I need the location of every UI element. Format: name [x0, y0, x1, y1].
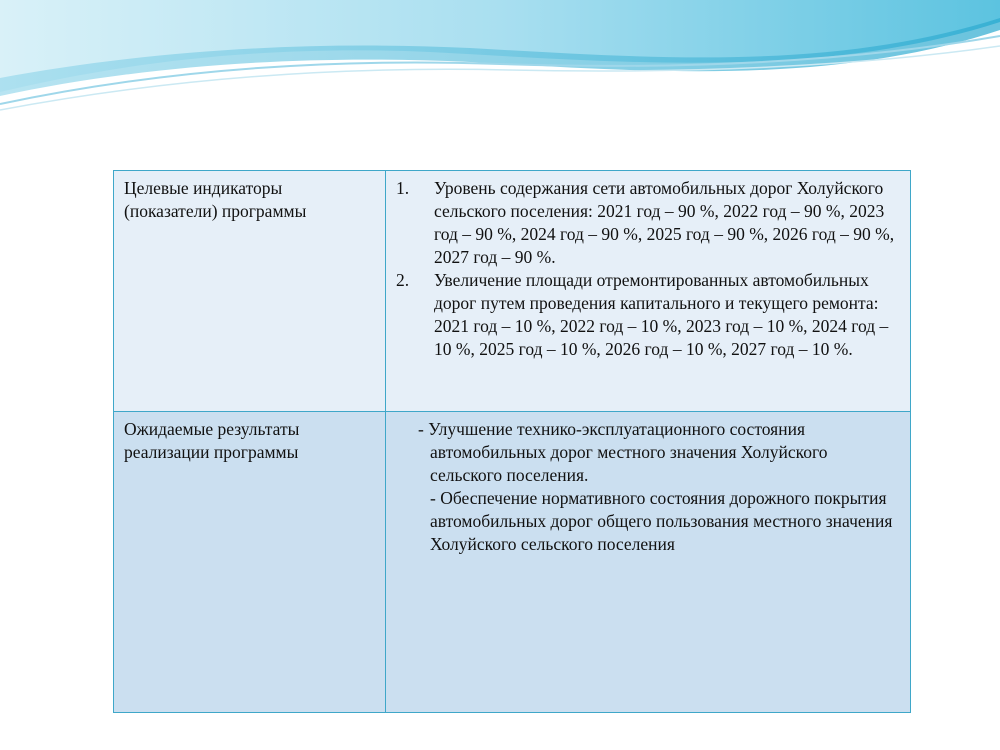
list-item-number: 2.: [396, 270, 410, 290]
program-info-table: [113, 170, 911, 713]
table-row-results: [114, 412, 911, 713]
indicators-cell: [386, 171, 911, 412]
row-label-cell: [114, 412, 386, 713]
results-label: Ожидаемые результаты реализации программы: [124, 419, 300, 463]
list-item-text: Увеличение площади отремонтированных автомобильных дорог путем проведения капитального и текущего ремонта: 2021 год – 10 %, 2022 год – 10 %, 2023 год – 10 %, 2024 год – 10 %, 2025 год – 10 %, 2026 год – 10 %, 2027 год – 10 %.: [434, 270, 889, 359]
decorative-wave-header: [0, 0, 1000, 120]
list-item-number: 1.: [396, 178, 410, 198]
indicators-label: Целевые индикаторы (показатели) программы: [124, 178, 307, 221]
list-item-text: Уровень содержания сети автомобильных дорог Холуйского сельского поселения: 2021 год – 90 %, 2022 год – 90 %, 2023 год – 90 %, 2024 год – 90 %, 2025 год – 90 %, 2026 год – 90 %, 2027 год – 90 %.: [434, 178, 895, 267]
results-cell: [386, 412, 911, 713]
result-item: - Улучшение технико-эксплуатационного состояния автомобильных дорог местного значения Холуйского сельского поселения.: [418, 419, 828, 486]
result-item: - Обеспечение нормативного состояния дорожного покрытия автомобильных дорог общего пользования местного значения Холуйского сельского поселения: [430, 488, 893, 555]
table-row-indicators: [114, 171, 911, 412]
list-item: [394, 269, 898, 361]
indicators-list: [394, 177, 898, 361]
row-label-cell: [114, 171, 386, 412]
list-item: [394, 177, 898, 269]
